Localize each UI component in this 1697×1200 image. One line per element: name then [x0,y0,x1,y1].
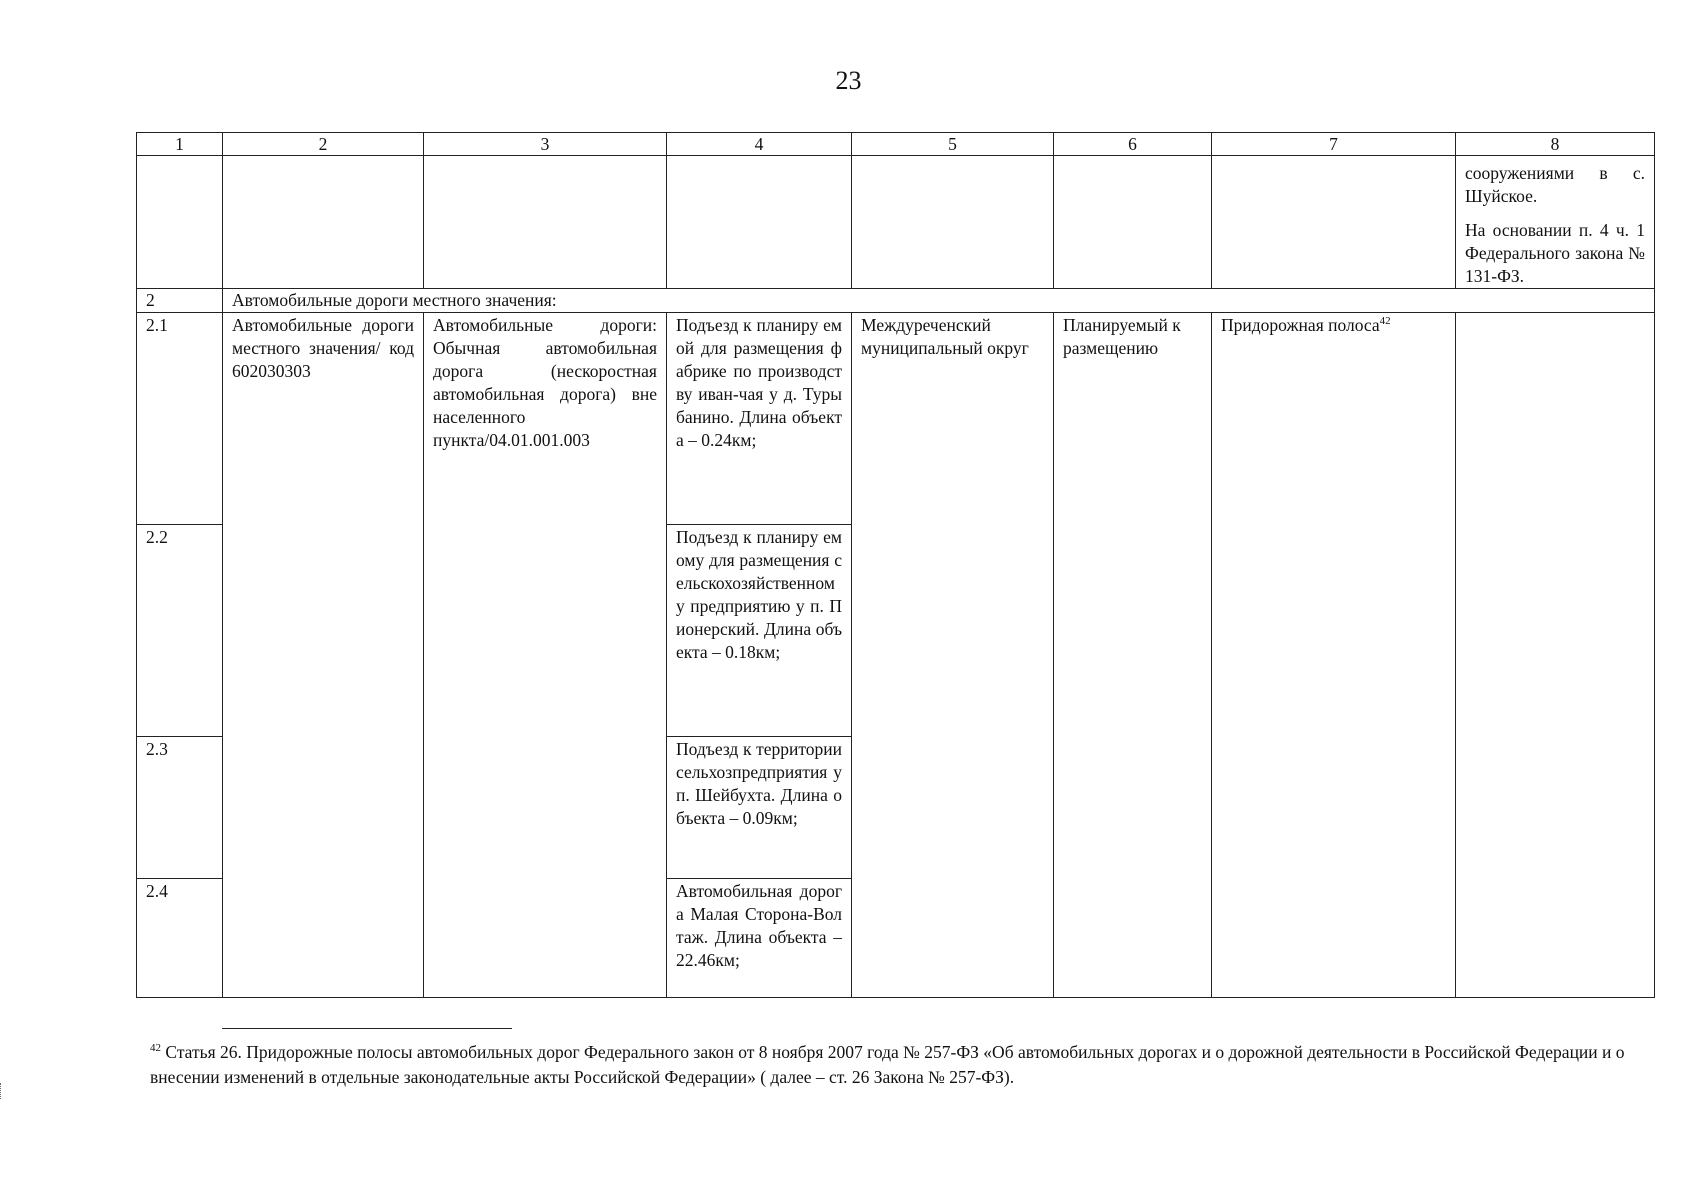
footnote-reference: 42 [1379,315,1391,328]
table-cell [223,156,424,289]
column-number-4: 4 [667,133,852,156]
footnote [150,1040,1650,1090]
column-number-8: 8 [1456,133,1655,156]
row-number: 2.2 [137,525,223,737]
location-cell: Междуреченский муниципальный округ [852,313,1054,998]
table-cell [137,156,223,289]
footnote-marker: 42 [150,1042,161,1055]
column-number-7: 7 [1212,133,1456,156]
table-cell [1212,156,1456,289]
object-name-cell: Подъезд к планиру емой для размещения фабрике по производству иван-чая у д. Турыбанино. Длина объекта – 0.24км; [667,313,852,525]
zone-text: Придорожная полоса [1221,315,1380,335]
section-row [137,289,1655,313]
zone-cell [1212,313,1456,998]
column-number-row [137,133,1655,156]
object-type-cell: Автомобильные дороги местного значения/ код 602030303 [223,313,424,998]
table-cell [667,156,852,289]
legal-basis-text: На основании п. 4 ч. 1 Федерального закона № 131-ФЗ. [1465,220,1645,286]
row-number: 2.1 [137,313,223,525]
continuation-text: сооружениями в с. Шуйское. [1465,163,1645,206]
object-name-cell: Подъезд к территории сельхозпредприятия у п. Шейбухта. Длина объекта – 0.09км; [667,737,852,879]
table-cell [1054,156,1212,289]
table-cell [424,156,667,289]
object-name-cell: Автомобильная дорога Малая Сторона-Волтаж. Длина объекта – 22.46км; [667,879,852,998]
scan-edge-mark [0,1083,4,1099]
footnote-text: Статья 26. Придорожные полосы автомобильных дорог Федерального закон от 8 ноября 2007 года № 257-ФЗ «Об автомобильных дорогах и о дорожной деятельности в Российской Федерации и о внесении изменений в отдельные законодательные акты Российской Федерации» ( далее – ст. 26 Закона № 257-ФЗ). [150,1042,1625,1087]
table-row [137,313,1655,525]
column-number-1: 1 [137,133,223,156]
page-number: 23 [835,66,862,95]
row-number: 2.4 [137,879,223,998]
object-name-cell: Подъезд к планиру емому для размещения сельскохозяйственному предприятию у п. Пионерский. Длина объекта – 0.18км; [667,525,852,737]
regulation-table [136,132,1655,998]
column-number-5: 5 [852,133,1054,156]
row-number: 2.3 [137,737,223,879]
status-cell: Планируемый к размещению [1054,313,1212,998]
section-title: Автомобильные дороги местного значения: [223,289,1655,313]
continuation-row [137,156,1655,289]
column-number-3: 3 [424,133,667,156]
column-number-6: 6 [1054,133,1212,156]
notes-cell [1456,313,1655,998]
table-cell [852,156,1054,289]
column-number-2: 2 [223,133,424,156]
continuation-cell-col8 [1456,156,1655,289]
section-number: 2 [137,289,223,313]
footnote-separator [222,1028,512,1029]
object-kind-cell: Автомобильные дороги: Обычная автомобильная дорога (нескоростная автомобильная дорога) вне населенного пункта/04.01.001.003 [424,313,667,998]
